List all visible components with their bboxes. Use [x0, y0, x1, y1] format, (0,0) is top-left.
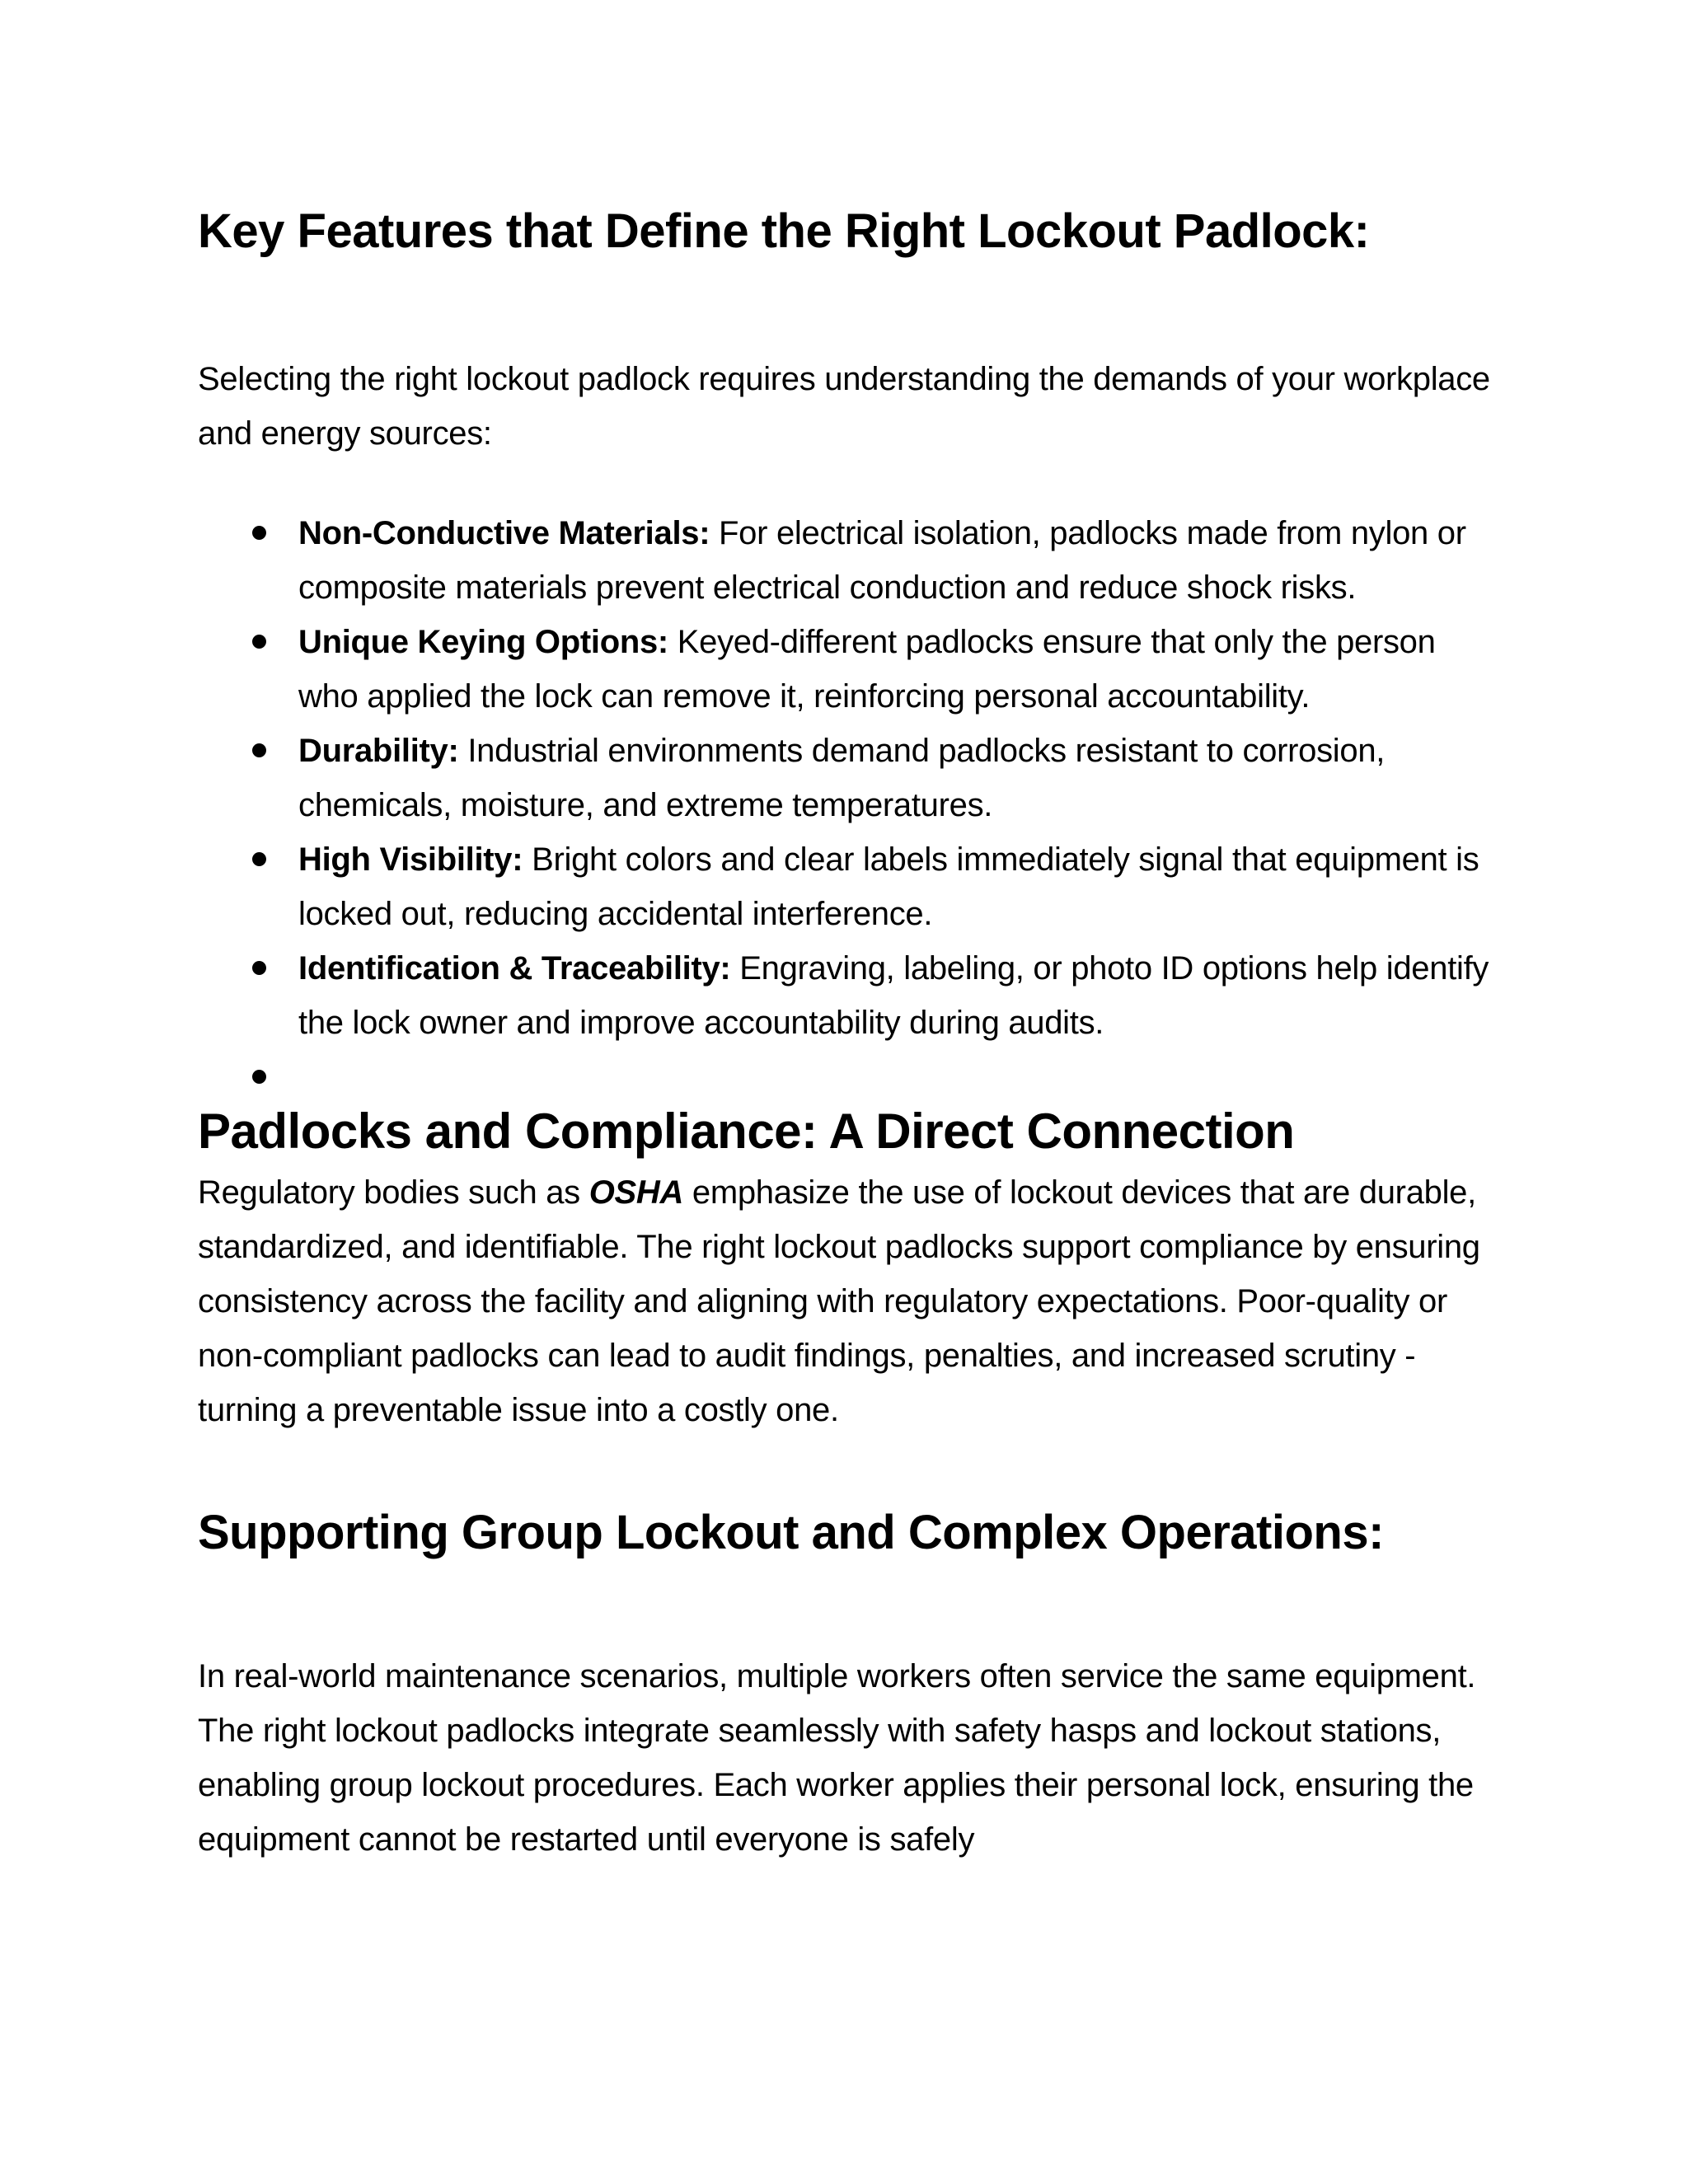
- list-item: [198, 941, 1500, 1050]
- feature-text: Engraving, labeling, or photo ID options help identify the lock owner and improve accountability during audits.: [298, 950, 1489, 1041]
- bullet-icon: [252, 961, 266, 975]
- compliance-text-rest: emphasize the use of lockout devices that are durable, standardized, and identifiable. The right lockout padlocks support compliance by ensuring consistency across the facility and aligning with regulatory expectations. Poor-quality or non-compliant padlocks can lead to audit findings, penalties, and increased scrutiny - turning a preventable issue into a costly one.: [198, 1174, 1480, 1428]
- feature-term: High Visibility:: [298, 841, 523, 878]
- document-page: [198, 198, 1500, 1867]
- section-heading-compliance: Padlocks and Compliance: A Direct Connection: [198, 1104, 1295, 1159]
- feature-term: Non-Conductive Materials:: [298, 515, 710, 551]
- intro-paragraph: Selecting the right lockout padlock requires understanding the demands of your workplace and energy sources:: [198, 361, 1490, 452]
- section-heading-key-features: Key Features that Define the Right Lockout Padlock:: [198, 204, 1370, 258]
- section-heading-group-lockout: Supporting Group Lockout and Complex Operations:: [198, 1506, 1384, 1559]
- feature-term: Unique Keying Options:: [298, 624, 668, 660]
- bullet-icon: [252, 526, 266, 540]
- feature-text: For electrical isolation, padlocks made from nylon or composite materials prevent electrical conduction and reduce shock risks.: [298, 515, 1466, 606]
- list-item: [198, 724, 1500, 832]
- bullet-icon: [252, 852, 266, 866]
- compliance-text-start: Regulatory bodies such as: [198, 1174, 589, 1211]
- group-lockout-paragraph: In real-world maintenance scenarios, multiple workers often service the same equipment. The right lockout padlocks integrate seamlessly with safety hasps and lockout stations, enabling group lockout procedures. Each worker applies their personal lock, ensuring the equipment cannot be restarted until everyone is safely: [198, 1658, 1476, 1858]
- feature-term: Durability:: [298, 733, 459, 769]
- list-item-empty: [198, 1050, 1500, 1104]
- feature-term: Identification & Traceability:: [298, 950, 731, 987]
- feature-text: Industrial environments demand padlocks resistant to corrosion, chemicals, moisture, and extreme temperatures.: [298, 733, 1386, 823]
- bullet-icon: [252, 743, 266, 757]
- list-item: [198, 506, 1500, 615]
- osha-emphasis: OSHA: [588, 1174, 684, 1211]
- bullet-icon: [252, 635, 266, 649]
- bullet-icon: [252, 1070, 266, 1084]
- list-item: [198, 615, 1500, 724]
- feature-list: [198, 506, 1500, 1104]
- compliance-paragraph: [198, 1165, 1500, 1437]
- feature-text: Bright colors and clear labels immediately signal that equipment is locked out, reducing accidental interference.: [298, 841, 1479, 932]
- feature-text: Keyed-different padlocks ensure that only the person who applied the lock can remove it, reinforcing personal accountability.: [298, 624, 1436, 715]
- list-item: [198, 832, 1500, 941]
